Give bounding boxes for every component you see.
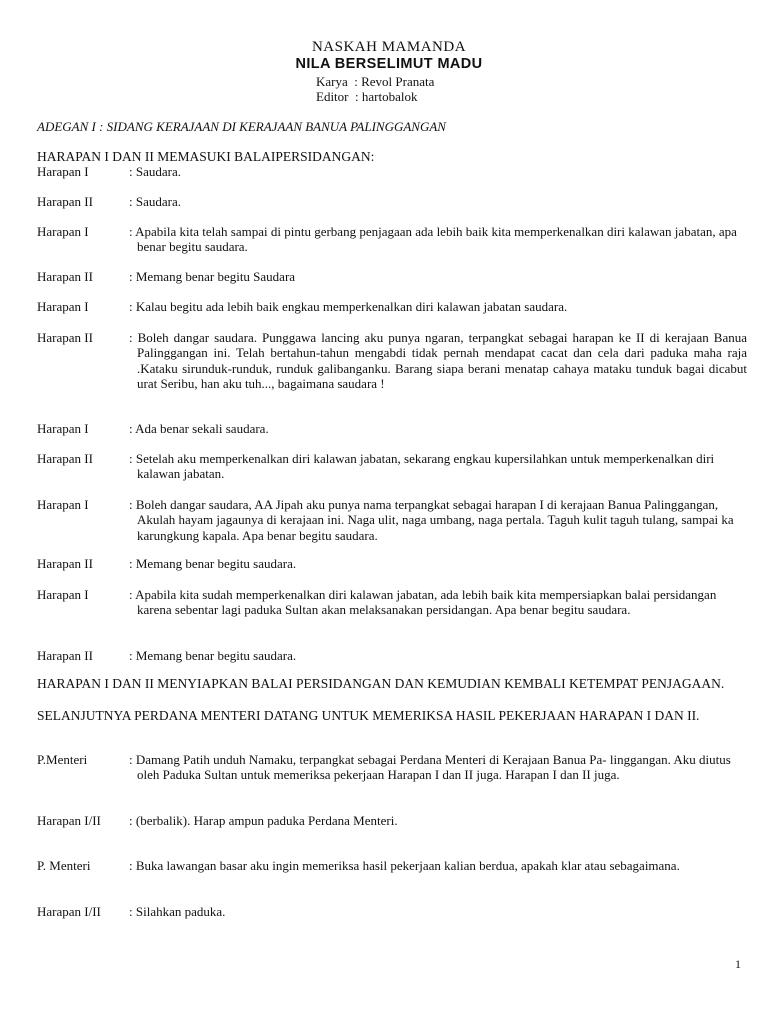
dialogue-line bbox=[37, 269, 747, 284]
dialogue-line bbox=[37, 497, 747, 543]
speaker-name: P. Menteri bbox=[37, 858, 91, 873]
dialogue-text: : Memang benar begitu saudara. bbox=[129, 648, 297, 663]
dialogue-line bbox=[37, 164, 747, 179]
dialogue-line bbox=[37, 556, 747, 571]
dialogue-text: : (berbalik). Harap ampun paduka Perdana Menteri. bbox=[129, 813, 398, 828]
editor-line: Editor : hartobalok bbox=[316, 89, 418, 104]
document-title: NASKAH MAMANDA bbox=[311, 39, 467, 55]
speaker-name: Harapan I/II bbox=[37, 904, 101, 919]
stage-direction-enter: HARAPAN I DAN II MEMASUKI BALAIPERSIDANGAN: bbox=[37, 149, 375, 164]
dialogue-line bbox=[37, 224, 747, 255]
speaker-name: P.Menteri bbox=[37, 752, 88, 767]
speaker-name: Harapan II bbox=[37, 556, 93, 571]
dialogue-line bbox=[37, 752, 747, 783]
speaker-name: Harapan II bbox=[37, 194, 93, 209]
dialogue-text: : Silahkan paduka. bbox=[129, 904, 226, 919]
stage-direction-minister: SELANJUTNYA PERDANA MENTERI DATANG UNTUK MEMERIKSA HASIL PEKERJAAN HARAPAN I DAN II. bbox=[37, 708, 700, 723]
dialogue-text: : Memang benar begitu Saudara bbox=[129, 269, 296, 284]
speaker-name: Harapan II bbox=[37, 648, 93, 663]
speaker-name: Harapan II bbox=[37, 451, 93, 466]
speaker-name: Harapan II bbox=[37, 330, 93, 345]
scene-heading: ADEGAN I : SIDANG KERAJAAN DI KERAJAAN BANUA PALINGGANGAN bbox=[37, 119, 446, 134]
dialogue-text: : Ada benar sekali saudara. bbox=[129, 421, 269, 436]
dialogue-line bbox=[37, 858, 747, 873]
dialogue-line bbox=[37, 194, 747, 209]
dialogue-line bbox=[37, 421, 747, 436]
speaker-name: Harapan II bbox=[37, 269, 93, 284]
speaker-name: Harapan I bbox=[37, 497, 89, 512]
dialogue-line bbox=[37, 587, 747, 618]
dialogue-text: : Boleh dangar saudara. Punggawa lancing aku punya ngaran, terpangkat sebagai harapan ke II di kerajaan Banua Palinggangan ini. Telah bertahun-tahun mengabdi tidak pernah mendapat cacat dan cela dari paduka maha raja .Kataku sirunduk-runduk, runduk galibanganku. Barang siapa berani menatap cahaya mataku tunduk bagai dicabut urat Seribu, han aku tuh..., bagaimana saudara ! bbox=[129, 330, 747, 391]
page-number: 1 bbox=[735, 957, 741, 971]
dialogue-text: : Damang Patih unduh Namaku, terpangkat sebagai Perdana Menteri di Kerajaan Banua Pa- linggangan. Aku diutus oleh Paduka Sultan untuk memeriksa pekerjaan Harapan I dan II juga. Harapan I dan II juga. bbox=[129, 752, 731, 783]
speaker-name: Harapan I bbox=[37, 299, 89, 314]
speaker-name: Harapan I bbox=[37, 224, 89, 239]
dialogue-text: : Saudara. bbox=[129, 164, 181, 179]
dialogue-text: : Kalau begitu ada lebih baik engkau memperkenalkan diri kalawan jabatan saudara. bbox=[129, 299, 568, 314]
dialogue-text: : Apabila kita sudah memperkenalkan diri kalawan jabatan, ada lebih baik kita mempersiapkan balai persidangan karena sebentar lagi paduka Sultan akan melaksanakan persidangan. Apa benar begitu saudara. bbox=[129, 587, 717, 618]
dialogue-line bbox=[37, 813, 747, 828]
dialogue-line bbox=[37, 648, 747, 663]
document-subtitle: NILA BERSELIMUT MADU bbox=[295, 56, 483, 72]
dialogue-text: : Boleh dangar saudara, AA Jipah aku punya nama terpangkat sebagai harapan I di kerajaan Banua Palinggangan, Akulah hayam jagaunya di kerajaan ini. Naga ulit, naga umbang, naga pertala. Taguh kulit taguh tulang, sampai ka karungkung kapala. Apa benar begitu saudara. bbox=[129, 497, 734, 543]
dialogue-text: : Memang benar begitu saudara. bbox=[129, 556, 297, 571]
speaker-name: Harapan I bbox=[37, 164, 89, 179]
dialogue-text: : Buka lawangan basar aku ingin memeriksa hasil pekerjaan kalian berdua, apakah klar atau sebagaimana. bbox=[129, 858, 680, 873]
speaker-name: Harapan I bbox=[37, 421, 89, 436]
dialogue-line bbox=[37, 904, 747, 919]
dialogue-text: : Saudara. bbox=[129, 194, 181, 209]
dialogue-line bbox=[37, 451, 747, 482]
speaker-name: Harapan I/II bbox=[37, 813, 101, 828]
dialogue-line bbox=[37, 330, 747, 391]
dialogue-line bbox=[37, 299, 747, 314]
dialogue-text: : Apabila kita telah sampai di pintu gerbang penjagaan ada lebih baik kita memperkenalkan diri kalawan jabatan, apa benar begitu saudara. bbox=[129, 224, 737, 255]
speaker-name: Harapan I bbox=[37, 587, 89, 602]
author-line: Karya : Revol Pranata bbox=[316, 74, 435, 89]
dialogue-text: : Setelah aku memperkenalkan diri kalawan jabatan, sekarang engkau kupersilahkan untuk memperkenalkan diri kalawan jabatan. bbox=[129, 451, 715, 482]
stage-direction-prepare: HARAPAN I DAN II MENYIAPKAN BALAI PERSIDANGAN DAN KEMUDIAN KEMBALI KETEMPAT PENJAGAAN. bbox=[37, 676, 725, 691]
